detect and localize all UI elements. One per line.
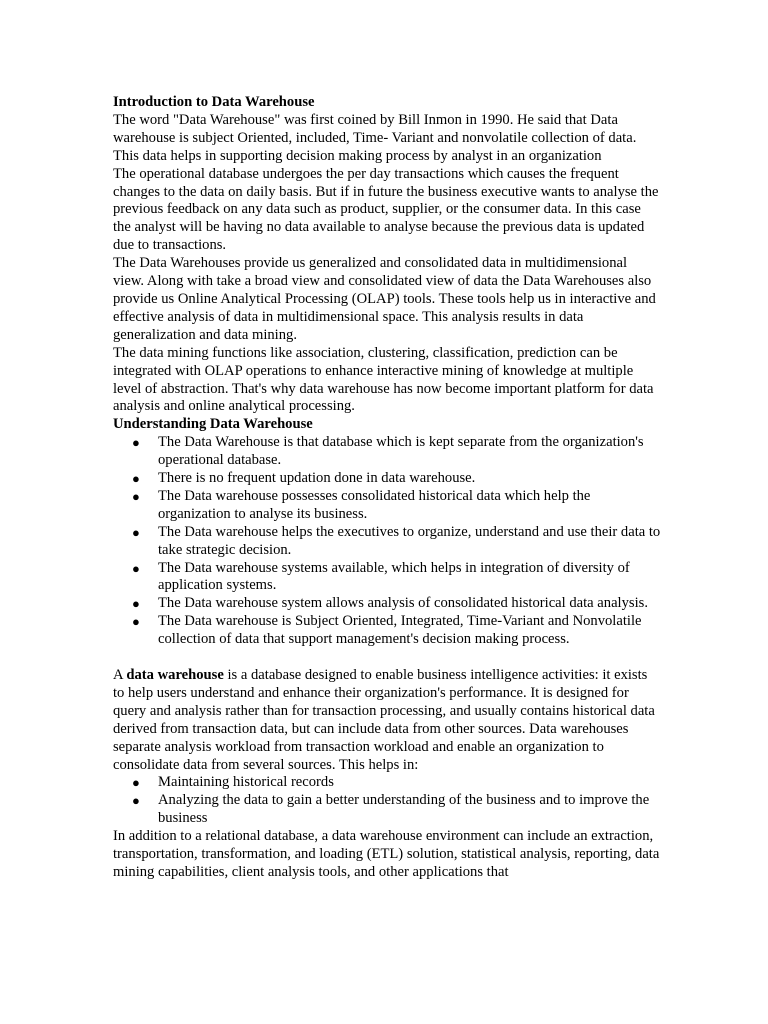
intro-paragraph-1: The word "Data Warehouse" was first coined by Bill Inmon in 1990. He said that Data warehouse is subject Oriented, included, Time- Variant and nonvolatile collection of data. This data helps in supporting decision making process by analyst in an organization — [113, 111, 637, 164]
list-item — [113, 488, 661, 524]
definition-paragraph — [113, 667, 661, 774]
section-heading-understanding: Understanding Data Warehouse — [113, 416, 313, 433]
list-item — [113, 434, 661, 470]
intro-paragraph-3: The Data Warehouses provide us generalized and consolidated data in multidimensional view. Along with take a broad view and consolidated view of data the Data Warehouses also provide us Online Analytical Processing (OLAP) tools. These tools help us in interactive and effective analysis of data in multidimensional space. This analysis results in data generalization and data mining. — [113, 255, 656, 343]
definition-term: data warehouse — [126, 666, 224, 683]
bullet-icon: ● — [132, 471, 140, 487]
list-item-text: There is no frequent updation done in data warehouse. — [158, 470, 476, 487]
bullet-icon: ● — [132, 560, 140, 576]
bullet-icon: ● — [132, 596, 140, 612]
bullet-icon: ● — [132, 793, 140, 809]
list-item-text: The Data warehouse systems available, which helps in integration of diversity of application systems. — [158, 559, 630, 594]
list-item-text: The Data warehouse helps the executives to organize, understand and use their data to take strategic decision. — [158, 523, 661, 558]
list-item — [113, 524, 661, 560]
bullet-icon: ● — [132, 435, 140, 451]
document-title: Introduction to Data Warehouse — [113, 94, 315, 110]
list-item-text: Analyzing the data to gain a better understanding of the business and to improve the business — [158, 792, 650, 827]
list-item — [113, 595, 661, 613]
list-item — [113, 560, 661, 596]
intro-paragraph-2: The operational database undergoes the per day transactions which causes the frequent changes to the data on daily basis. But if in future the business executive wants to analyse the previous feedback on any data such as product, supplier, or the consumer data. In this case the analyst will be having no data available to analyse because the previous data is updated due to transactions. — [113, 165, 659, 254]
list-item — [113, 470, 661, 488]
understanding-bullet-list — [113, 434, 661, 649]
bullet-icon: ● — [132, 614, 140, 630]
bullet-icon: ● — [132, 524, 140, 540]
list-item-text: The Data Warehouse is that database which is kept separate from the organization's operational database. — [158, 434, 644, 469]
list-item-text: The Data warehouse possesses consolidated historical data which help the organization to analyse its business. — [158, 487, 591, 522]
helps-bullet-list — [113, 774, 661, 828]
closing-paragraph: In addition to a relational database, a data warehouse environment can include an extraction, transportation, transformation, and loading (ETL) solution, statistical analysis, reporting, data mining capabilities, client analysis tools, and other applications that — [113, 828, 660, 880]
definition-text: is a database designed to enable business intelligence activities: it exists to help users understand and enhance their organization's performance. It is designed for query and analysis rather than for transaction processing, and usually contains historical data derived from transaction data, but can include data from other sources. Data warehouses separate analysis workload from transaction workload and enable an organization to consolidate data from several sources. This helps in: — [113, 666, 655, 773]
document-page — [113, 94, 661, 882]
definition-prefix: A — [113, 666, 127, 683]
list-item-text: The Data warehouse is Subject Oriented, Integrated, Time-Variant and Nonvolatile collection of data that support management's decision making process. — [158, 613, 642, 648]
list-item-text: The Data warehouse system allows analysis of consolidated historical data analysis. — [158, 595, 648, 612]
list-item — [113, 613, 661, 649]
paragraph-spacer — [113, 649, 661, 667]
bullet-icon: ● — [132, 775, 140, 791]
list-item — [113, 792, 661, 828]
list-item — [113, 774, 661, 792]
bullet-icon: ● — [132, 488, 140, 504]
list-item-text: Maintaining historical records — [158, 774, 334, 791]
intro-paragraph-4: The data mining functions like association, clustering, classification, prediction can be integrated with OLAP operations to enhance interactive mining of knowledge at multiple level of abstraction. That's why data warehouse has now become important platform for data analysis and online analytical processing. — [113, 344, 654, 415]
